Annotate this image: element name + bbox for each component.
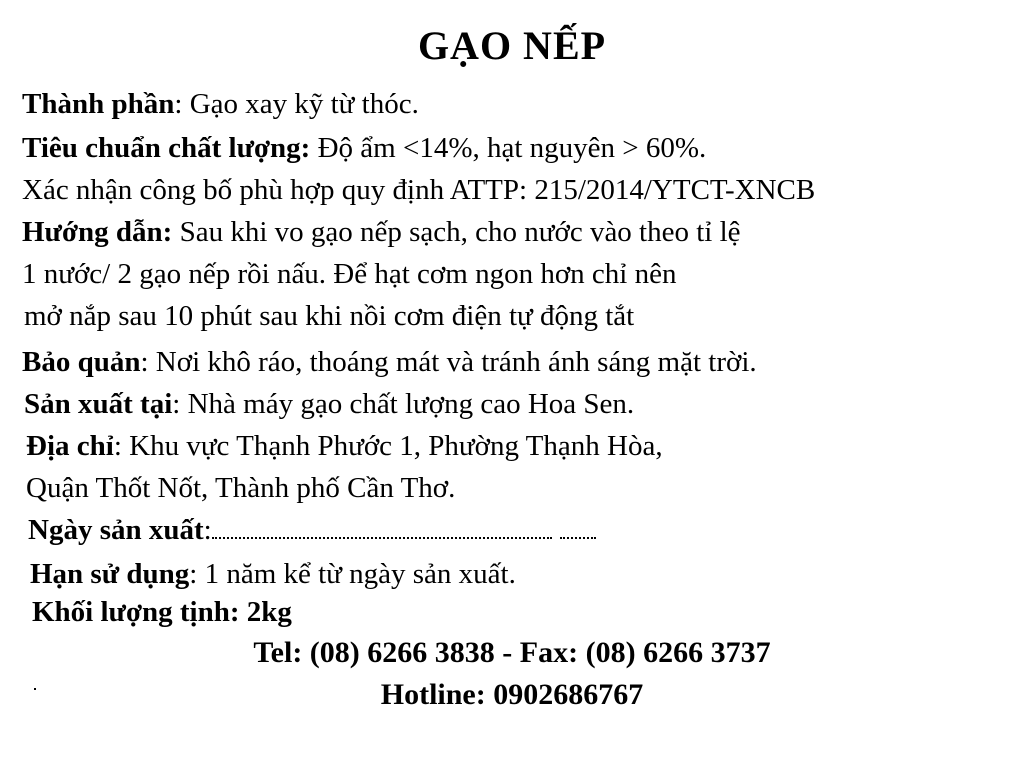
- product-title: GẠO NẾP: [417, 23, 607, 68]
- quality-label: Tiêu chuẩn chất lượng:: [22, 132, 311, 164]
- instructions-label: Hướng dẫn:: [22, 216, 173, 248]
- hotline-line: Hotline: 0902686767: [380, 678, 644, 711]
- expiry-line: [30, 556, 516, 592]
- address-separator: :: [113, 430, 130, 462]
- instructions-text-3: mở nắp sau 10 phút sau khi nồi cơm điện tự động tắt: [24, 300, 635, 332]
- ingredients-line: [22, 86, 419, 122]
- instructions-line-2: [22, 256, 676, 292]
- ingredients-separator: :: [174, 88, 190, 120]
- storage-line: [22, 344, 757, 380]
- address-label: Địa chỉ: [26, 430, 114, 462]
- instructions-line-3: [24, 298, 634, 334]
- expiry-separator: :: [189, 558, 205, 590]
- storage-separator: :: [140, 346, 156, 378]
- ingredients-label: Thành phần: [22, 88, 175, 120]
- quality-value: Độ ẩm <14%, hạt nguyên > 60%.: [310, 132, 707, 164]
- net-weight-value: 2kg: [239, 596, 292, 628]
- address-line-2: [26, 470, 455, 506]
- production-date-label: Ngày sản xuất: [28, 514, 204, 546]
- quality-line: [22, 130, 706, 166]
- production-date-line: [28, 512, 596, 548]
- storage-value: Nơi khô ráo, thoáng mát và tránh ánh sáng mặt trời.: [155, 346, 757, 378]
- production-date-separator: :: [203, 514, 212, 546]
- storage-label: Bảo quản: [22, 346, 141, 378]
- expiry-value: 1 năm kể từ ngày sản xuất.: [204, 558, 516, 590]
- expiry-label: Hạn sử dụng: [30, 558, 190, 590]
- address-text-1: Khu vực Thạnh Phước 1, Phường Thạnh Hòa,: [129, 430, 663, 462]
- net-weight-label: Khối lượng tịnh:: [32, 596, 240, 628]
- instructions-text-1: Sau khi vo gạo nếp sạch, cho nước vào theo tỉ lệ: [172, 216, 741, 248]
- ingredients-value: Gạo xay kỹ từ thóc.: [189, 88, 419, 120]
- scan-speck: [34, 688, 36, 690]
- manufacturer-line: [24, 386, 634, 422]
- net-weight-line: [32, 594, 292, 630]
- certification-line: [22, 172, 815, 208]
- address-text-2: Quận Thốt Nốt, Thành phố Cần Thơ.: [26, 472, 456, 504]
- manufacturer-separator: :: [172, 388, 188, 420]
- instructions-text-2: 1 nước/ 2 gạo nếp rồi nấu. Để hạt cơm ngon hơn chỉ nên: [22, 258, 677, 290]
- production-date-blank-2: [560, 523, 596, 539]
- manufacturer-label: Sản xuất tại: [24, 388, 173, 420]
- instructions-line-1: [22, 214, 741, 250]
- address-line-1: [26, 428, 663, 464]
- manufacturer-value: Nhà máy gạo chất lượng cao Hoa Sen.: [187, 388, 635, 420]
- production-date-blank: [212, 523, 552, 539]
- certification-text: Xác nhận công bố phù hợp quy định ATTP: 215/2014/YTCT-XNCB: [22, 174, 816, 206]
- phone-fax-line: Tel: (08) 6266 3838 - Fax: (08) 6266 3737: [253, 636, 771, 669]
